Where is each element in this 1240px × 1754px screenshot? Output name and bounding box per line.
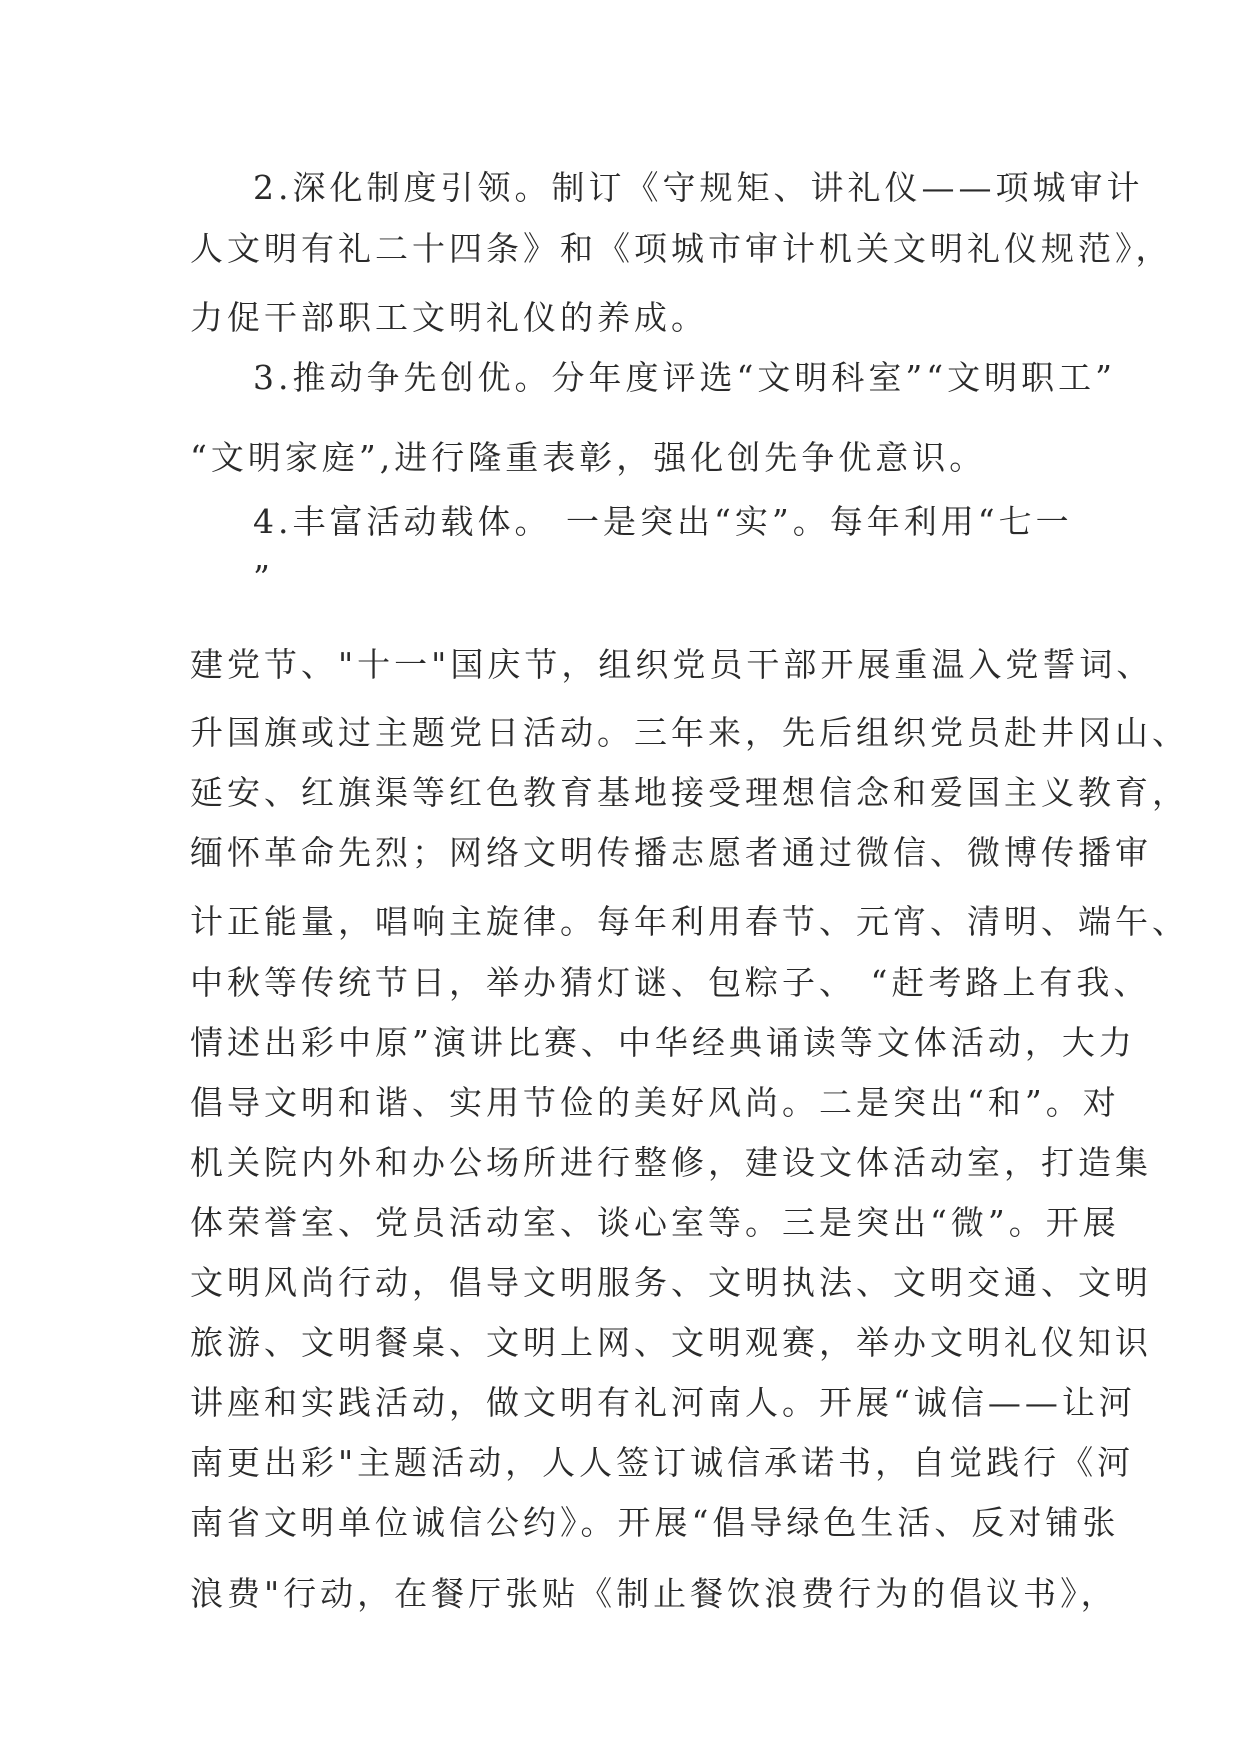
paragraph-line: 旅游、文明餐桌、文明上网、文明观赛，举办文明礼仪知识 [190, 1323, 1152, 1362]
paragraph-line: “文明家庭”,进行隆重表彰，强化创先争优意识。 [190, 438, 987, 477]
paragraph-line: 讲座和实践活动，做文明有礼河南人。开展“诚信——让河 [190, 1383, 1136, 1422]
paragraph-line: 升国旗或过主题党日活动。三年来，先后组织党员赴井冈山、 [190, 713, 1189, 752]
paragraph-line: 建党节、"十一"国庆节，组织党员干部开展重温入党誓词、 [190, 645, 1154, 684]
paragraph-line: ” [253, 558, 274, 597]
paragraph-line: 中秋等传统节日，举办猜灯谜、包粽子、 “赶考路上有我、 [190, 963, 1151, 1002]
paragraph-line: 计正能量，唱响主旋律。每年利用春节、元宵、清明、端午、 [190, 902, 1189, 941]
paragraph-line: 3.推动争先创优。分年度评选“文明科室”“文明职工” [253, 358, 1116, 397]
paragraph-line: 倡导文明和谐、实用节俭的美好风尚。二是突出“和”。对 [190, 1083, 1120, 1122]
paragraph-line: 机关院内外和办公场所进行整修，建设文体活动室，打造集 [190, 1143, 1152, 1182]
paragraph-line: 文明风尚行动，倡导文明服务、文明执法、文明交通、文明 [190, 1263, 1152, 1302]
paragraph-line: 体荣誉室、党员活动室、谈心室等。三是突出“微”。开展 [190, 1203, 1120, 1242]
paragraph-line: 浪费"行动，在餐厅张贴《制止餐饮浪费行为的倡议书》， [190, 1574, 1118, 1613]
paragraph-line: 2.深化制度引领。制订《守规矩、讲礼仪——项城审计 [253, 168, 1144, 207]
paragraph-line: 人文明有礼二十四条》和《项城市审计机关文明礼仪规范》， [190, 229, 1173, 268]
paragraph-line: 延安、红旗渠等红色教育基地接受理想信念和爱国主义教育， [190, 773, 1189, 812]
paragraph-line: 缅怀革命先烈；网络文明传播志愿者通过微信、微博传播审 [190, 833, 1152, 872]
paragraph-line: 南更出彩"主题活动，人人签订诚信承诺书，自觉践行《河 [190, 1443, 1135, 1482]
paragraph-line: 4.丰富活动载体。 一是突出“实”。每年利用“七一 [253, 502, 1073, 541]
paragraph-line: 情述出彩中原”演讲比赛、中华经典诵读等文体活动，大力 [190, 1023, 1136, 1062]
paragraph-line: 力促干部职工文明礼仪的养成。 [190, 298, 708, 337]
paragraph-line: 南省文明单位诚信公约》。开展“倡导绿色生活、反对铺张 [190, 1503, 1120, 1542]
